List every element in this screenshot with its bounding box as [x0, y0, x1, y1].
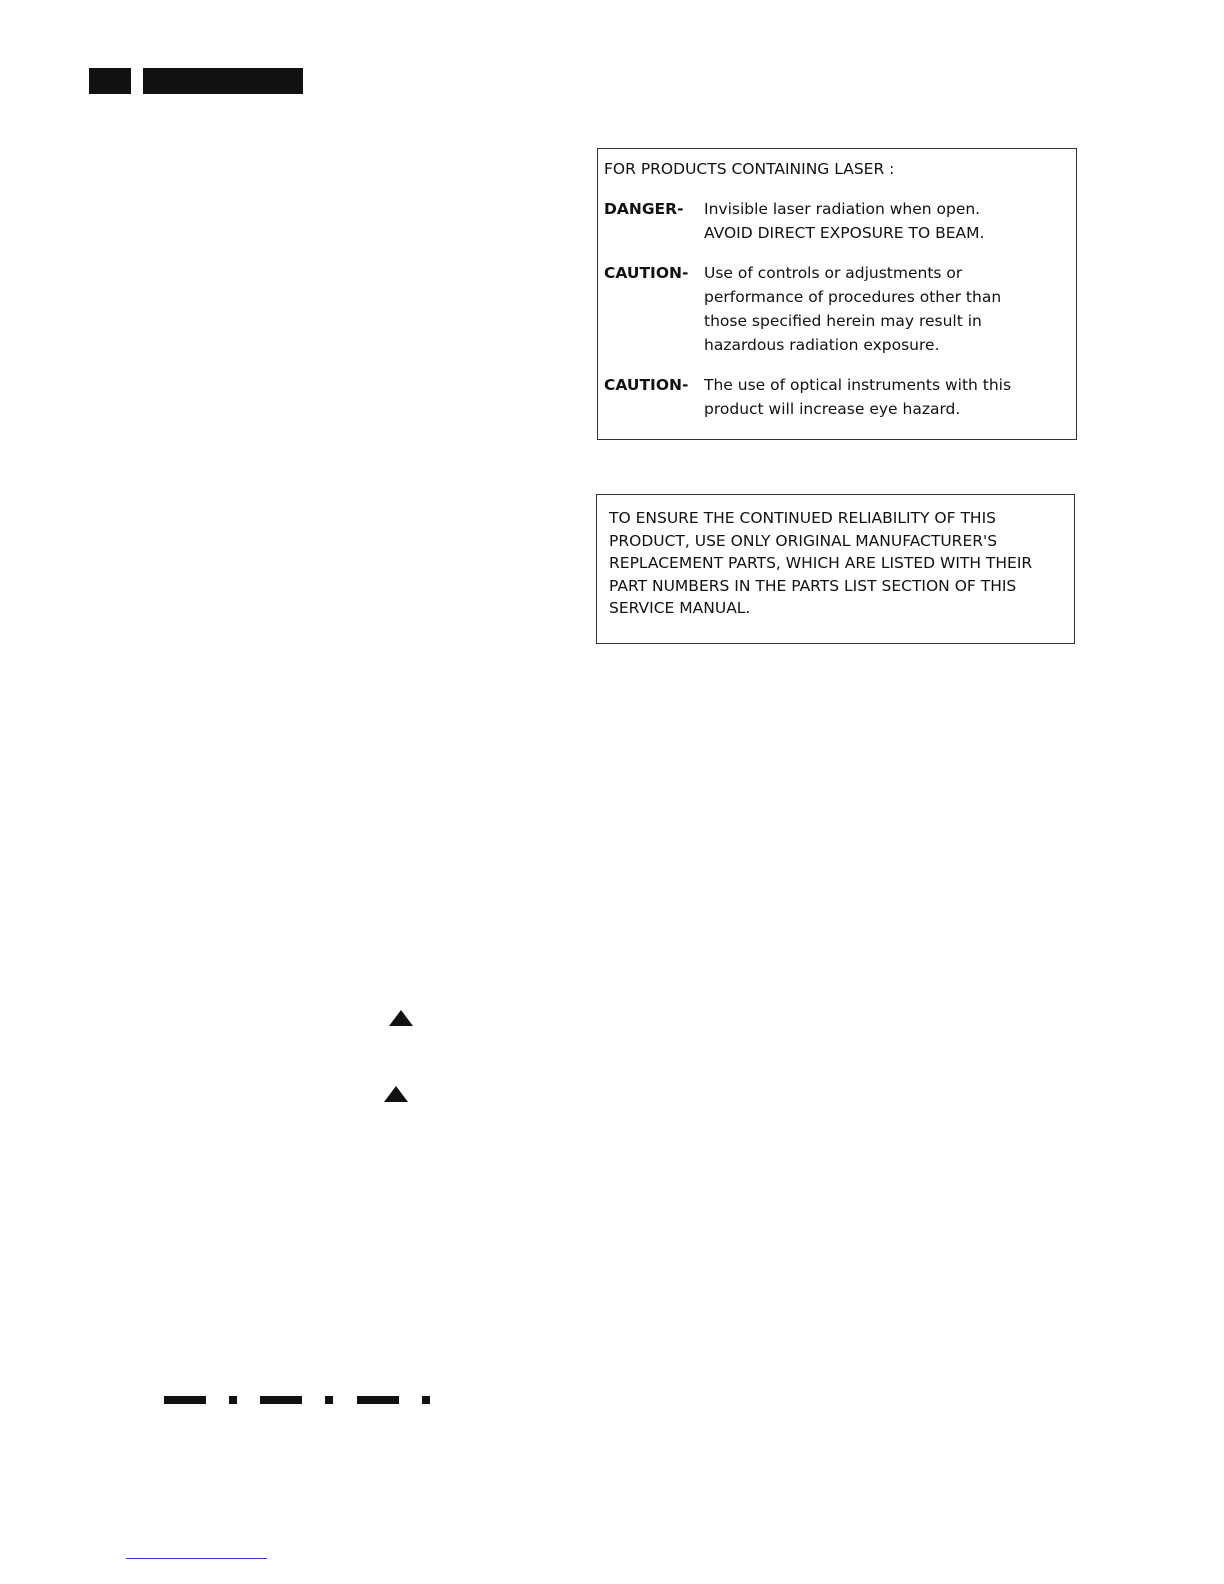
caution-label: CAUTION-: [604, 264, 689, 282]
caution-line: Use of controls or adjustments or: [704, 264, 963, 282]
footer-link-underline: [126, 1558, 267, 1559]
caution-label: CAUTION-: [604, 376, 689, 394]
warning-triangle-icon: [384, 1086, 408, 1102]
caution-line: performance of procedures other than: [704, 288, 1002, 306]
dot-mark: [325, 1396, 333, 1404]
parts-notice-line: REPLACEMENT PARTS, WHICH ARE LISTED WITH THEIR: [609, 554, 1033, 572]
dash-mark: [260, 1396, 302, 1404]
caution-controls-text: [704, 261, 1070, 357]
caution-line: The use of optical instruments with this: [704, 376, 1012, 394]
danger-label: DANGER-: [604, 200, 684, 218]
warning-triangle-icon: [389, 1010, 413, 1026]
header-page-number-block: [89, 68, 131, 94]
caution-line: hazardous radiation exposure.: [704, 336, 940, 354]
parts-notice-line: SERVICE MANUAL.: [609, 599, 751, 617]
dot-mark: [229, 1396, 237, 1404]
laser-safety-notice: [597, 148, 1077, 440]
danger-line: AVOID DIRECT EXPOSURE TO BEAM.: [704, 224, 985, 242]
parts-notice-line: PART NUMBERS IN THE PARTS LIST SECTION OF THIS: [609, 576, 1017, 595]
parts-notice-line: TO ENSURE THE CONTINUED RELIABILITY OF THIS: [609, 509, 996, 527]
danger-text: [704, 197, 1070, 245]
laser-notice-heading: FOR PRODUCTS CONTAINING LASER :: [604, 160, 895, 178]
dot-mark: [422, 1396, 430, 1404]
danger-line: Invisible laser radiation when open.: [704, 200, 981, 218]
dash-mark: [357, 1396, 399, 1404]
danger-row: [604, 197, 1070, 245]
dash-mark: [164, 1396, 206, 1404]
caution-row-optical: [604, 373, 1070, 421]
replacement-parts-notice: [596, 494, 1075, 644]
caution-line: those specified herein may result in: [704, 312, 982, 330]
caution-optical-text: [704, 373, 1070, 421]
caution-line: product will increase eye hazard.: [704, 400, 961, 418]
caution-row-controls: [604, 261, 1070, 357]
header-section-title-block: [143, 68, 303, 94]
parts-notice-line: PRODUCT, USE ONLY ORIGINAL MANUFACTURER'S: [609, 531, 998, 550]
